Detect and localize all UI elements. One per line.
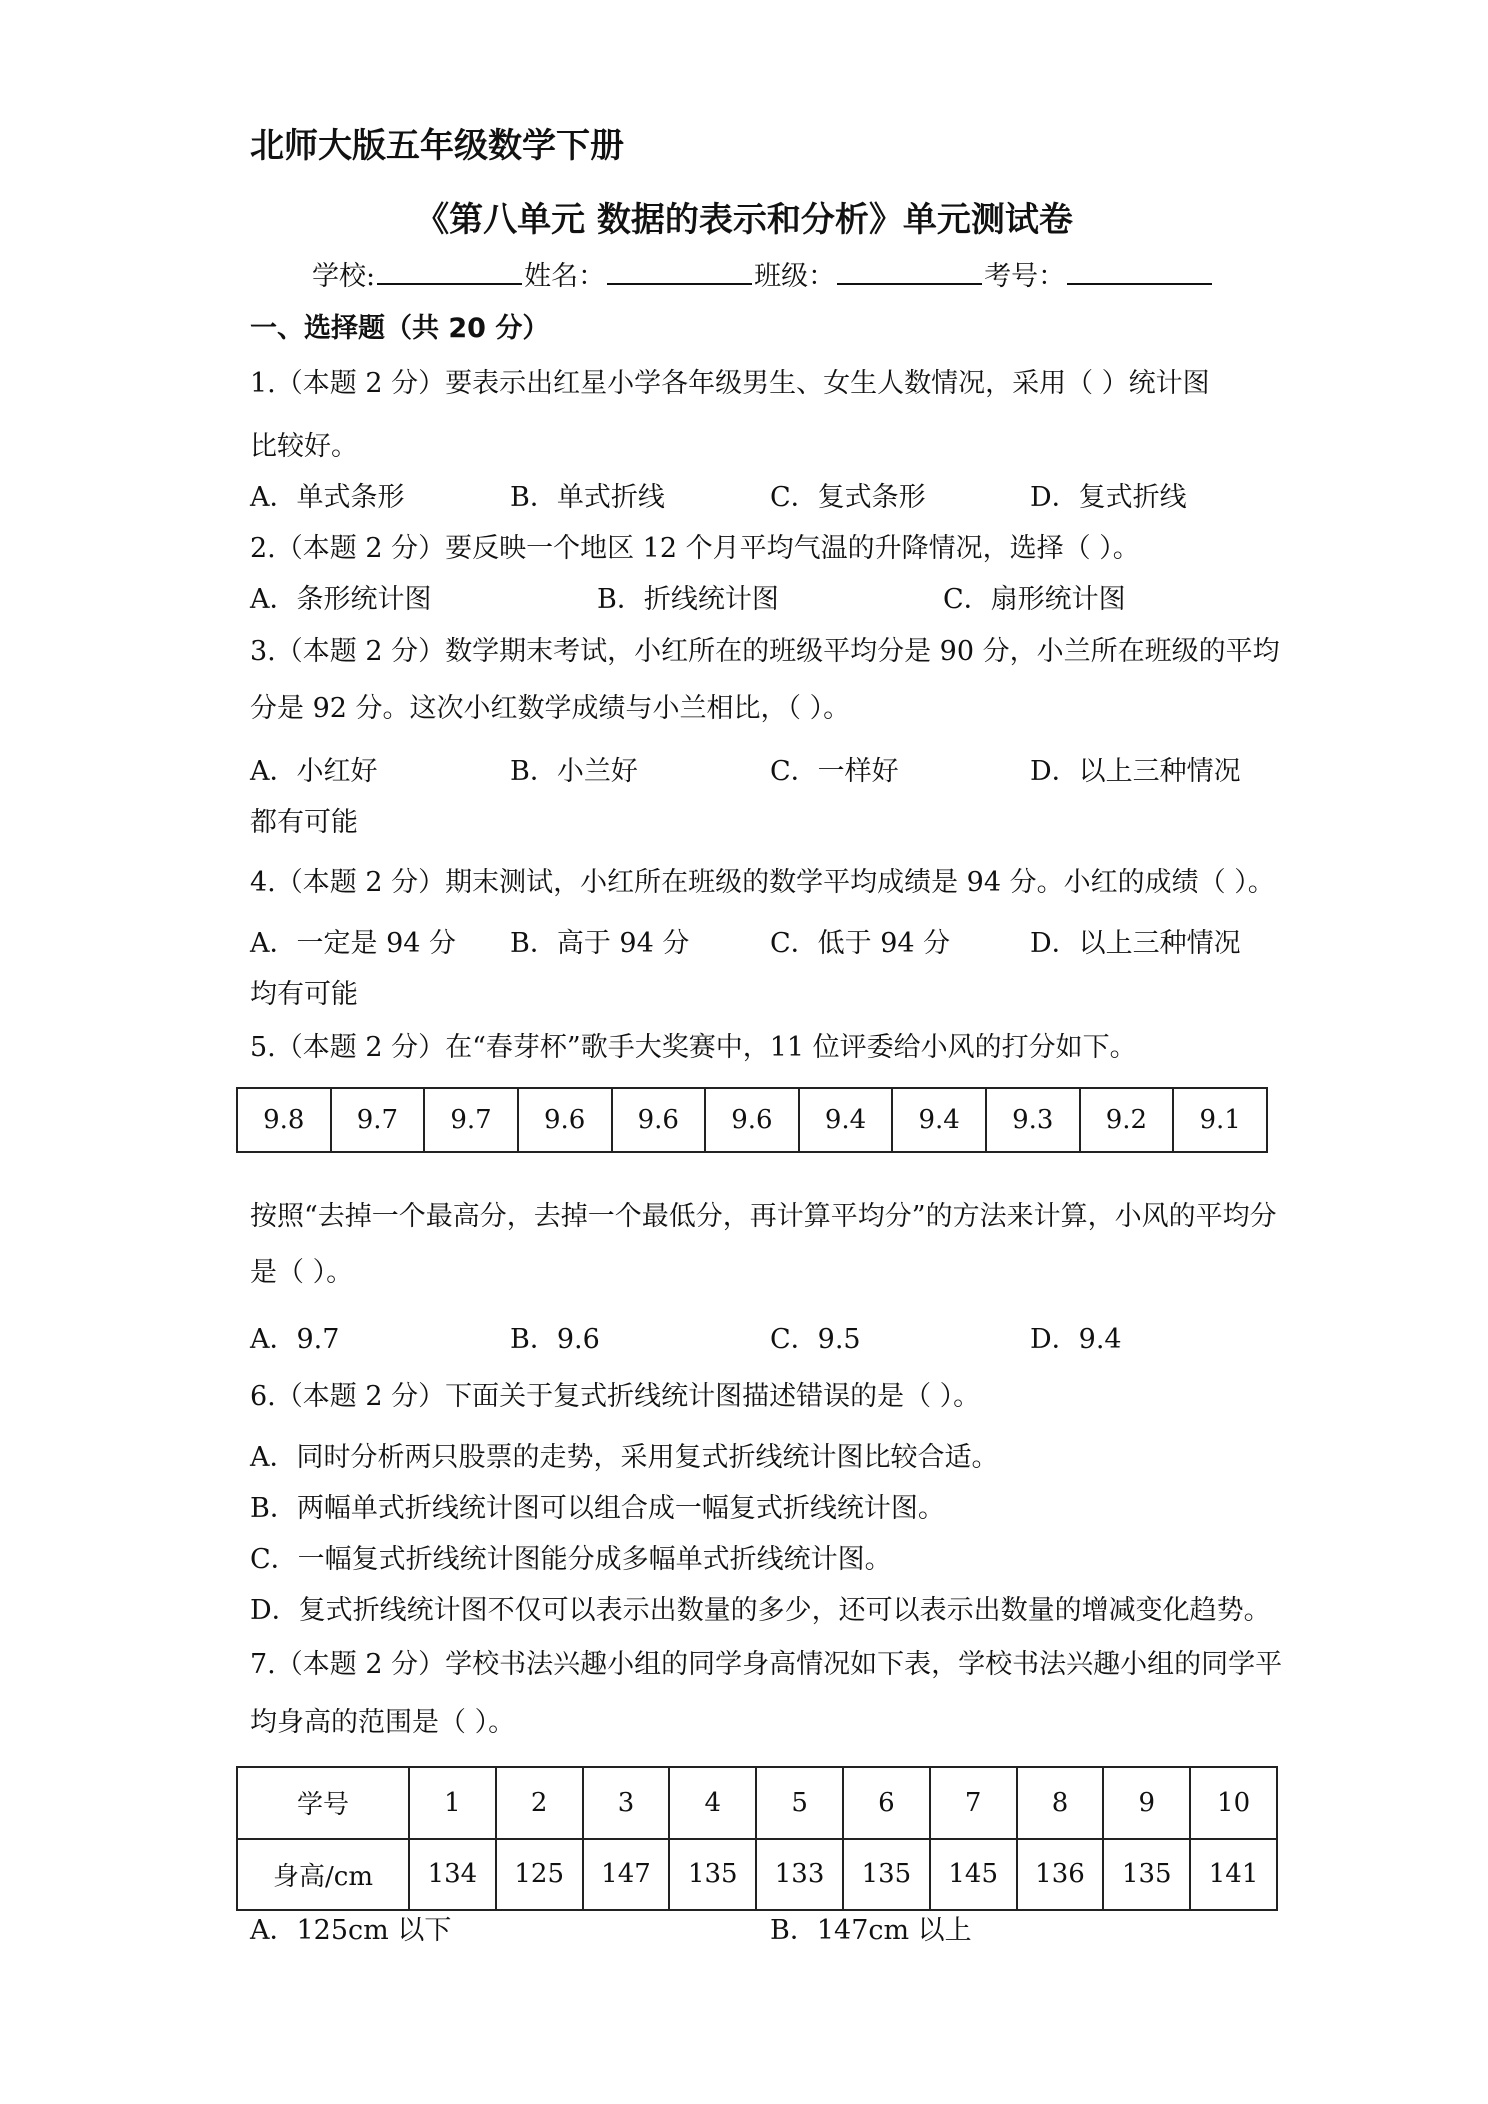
q5-text: 5.（本题 2 分）在“春芽杯”歌手大奖赛中，11 位评委给小风的打分如下。 [250,1032,1137,1063]
q6-option-c[interactable]: C．一幅复式折线统计图能分成多幅单式折线统计图。 [250,1544,892,1575]
q2-text: 2.（本题 2 分）要反映一个地区 12 个月平均气温的升降情况，选择（ ）。 [250,533,1140,564]
table-row [237,1839,1277,1911]
id-cell: 9 [1103,1767,1190,1839]
q3-option-a[interactable]: A．小红好 [250,756,378,787]
height-cell: 136 [1017,1839,1104,1911]
student-info-fields [312,260,1214,294]
id-cell: 10 [1190,1767,1277,1839]
q5-option-b[interactable]: B．9.6 [510,1324,600,1355]
score-cell: 9.6 [705,1088,799,1152]
id-cell: 2 [496,1767,583,1839]
exam-number-blank[interactable] [1067,261,1212,285]
id-cell: 6 [843,1767,930,1839]
score-cell: 9.7 [424,1088,518,1152]
page-subtitle: 《第八单元 数据的表示和分析》单元测试卷 [415,200,1073,240]
height-cell: 135 [843,1839,930,1911]
q3-option-c[interactable]: C．一样好 [770,756,899,787]
id-cell: 4 [669,1767,756,1839]
q6-text: 6.（本题 2 分）下面关于复式折线统计图描述错误的是（ ）。 [250,1381,981,1412]
q6-option-d[interactable]: D．复式折线统计图不仅可以表示出数量的多少，还可以表示出数量的增减变化趋势。 [250,1595,1271,1626]
table-row [237,1088,1267,1152]
id-cell: 1 [409,1767,496,1839]
class-blank[interactable] [837,261,982,285]
score-cell: 9.4 [892,1088,986,1152]
score-cell: 9.3 [986,1088,1080,1152]
score-cell: 9.2 [1080,1088,1174,1152]
name-blank[interactable] [607,261,752,285]
score-cell: 9.6 [612,1088,706,1152]
q1-option-d[interactable]: D．复式折线 [1030,482,1187,513]
q5-option-d[interactable]: D．9.4 [1030,1324,1122,1355]
height-table [236,1766,1278,1911]
q4-option-c[interactable]: C．低于 94 分 [770,928,951,959]
q4-text: 4.（本题 2 分）期末测试，小红所在班级的数学平均成绩是 94 分。小红的成绩（ ）。 [250,867,1275,898]
q3-option-d[interactable]: D．以上三种情况 [1030,756,1241,787]
q1-option-c[interactable]: C．复式条形 [770,482,926,513]
table-row [237,1767,1277,1839]
q1-text: 1.（本题 2 分）要表示出红星小学各年级男生、女生人数情况，采用（ ）统计图 [250,368,1210,399]
height-cell: 134 [409,1839,496,1911]
exam-number-label: 考号： [984,261,1066,292]
score-cell: 9.7 [331,1088,425,1152]
q3-option-b[interactable]: B．小兰好 [510,756,638,787]
q5-option-a[interactable]: A．9.7 [250,1324,340,1355]
score-cell: 9.4 [799,1088,893,1152]
id-cell: 3 [583,1767,670,1839]
height-cell: 141 [1190,1839,1277,1911]
q5-text-cont: 按照“去掉一个最高分，去掉一个最低分，再计算平均分”的方法来计算，小风的平均分 [250,1201,1277,1232]
q7-text: 7.（本题 2 分）学校书法兴趣小组的同学身高情况如下表，学校书法兴趣小组的同学平 [250,1649,1283,1680]
score-cell: 9.8 [237,1088,331,1152]
class-label: 班级： [754,261,836,292]
page-title: 北师大版五年级数学下册 [250,126,624,166]
q3-option-d-cont: 都有可能 [250,807,358,838]
q7-option-a[interactable]: A．125cm 以下 [250,1915,452,1946]
q4-option-d[interactable]: D．以上三种情况 [1030,928,1241,959]
q2-option-b[interactable]: B．折线统计图 [597,584,779,615]
q2-option-c[interactable]: C．扇形统计图 [943,584,1126,615]
id-cell: 7 [930,1767,1017,1839]
score-cell: 9.1 [1173,1088,1267,1152]
school-label: 学校: [312,261,376,292]
height-cell: 135 [1103,1839,1190,1911]
row-header: 学号 [237,1767,409,1839]
section-heading: 一、选择题（共 20 分） [250,313,550,344]
q4-option-d-cont: 均有可能 [250,979,358,1010]
height-cell: 147 [583,1839,670,1911]
q7-option-b[interactable]: B．147cm 以上 [770,1915,972,1946]
name-label: 姓名： [524,261,606,292]
school-blank[interactable] [377,261,522,285]
height-cell: 145 [930,1839,1017,1911]
id-cell: 5 [756,1767,843,1839]
row-header: 身高/cm [237,1839,409,1911]
scores-table [236,1087,1268,1153]
q3-text: 3.（本题 2 分）数学期末考试，小红所在的班级平均分是 90 分，小兰所在班级的平均 [250,636,1280,667]
q5-option-c[interactable]: C．9.5 [770,1324,861,1355]
id-cell: 8 [1017,1767,1104,1839]
q7-text-cont: 均身高的范围是（ ）。 [250,1707,516,1738]
height-cell: 125 [496,1839,583,1911]
height-cell: 135 [669,1839,756,1911]
q5-text-cont2: 是（ ）。 [250,1257,354,1288]
q6-option-a[interactable]: A．同时分析两只股票的走势，采用复式折线统计图比较合适。 [250,1442,999,1473]
q1-option-a[interactable]: A．单式条形 [250,482,405,513]
q2-option-a[interactable]: A．条形统计图 [250,584,432,615]
height-cell: 133 [756,1839,843,1911]
q6-option-b[interactable]: B．两幅单式折线统计图可以组合成一幅复式折线统计图。 [250,1493,945,1524]
q4-option-a[interactable]: A．一定是 94 分 [250,928,457,959]
q3-text-cont: 分是 92 分。这次小红数学成绩与小兰相比，（ ）。 [250,693,851,724]
q1-text-cont: 比较好。 [250,431,358,462]
q1-option-b[interactable]: B．单式折线 [510,482,665,513]
q4-option-b[interactable]: B．高于 94 分 [510,928,690,959]
score-cell: 9.6 [518,1088,612,1152]
